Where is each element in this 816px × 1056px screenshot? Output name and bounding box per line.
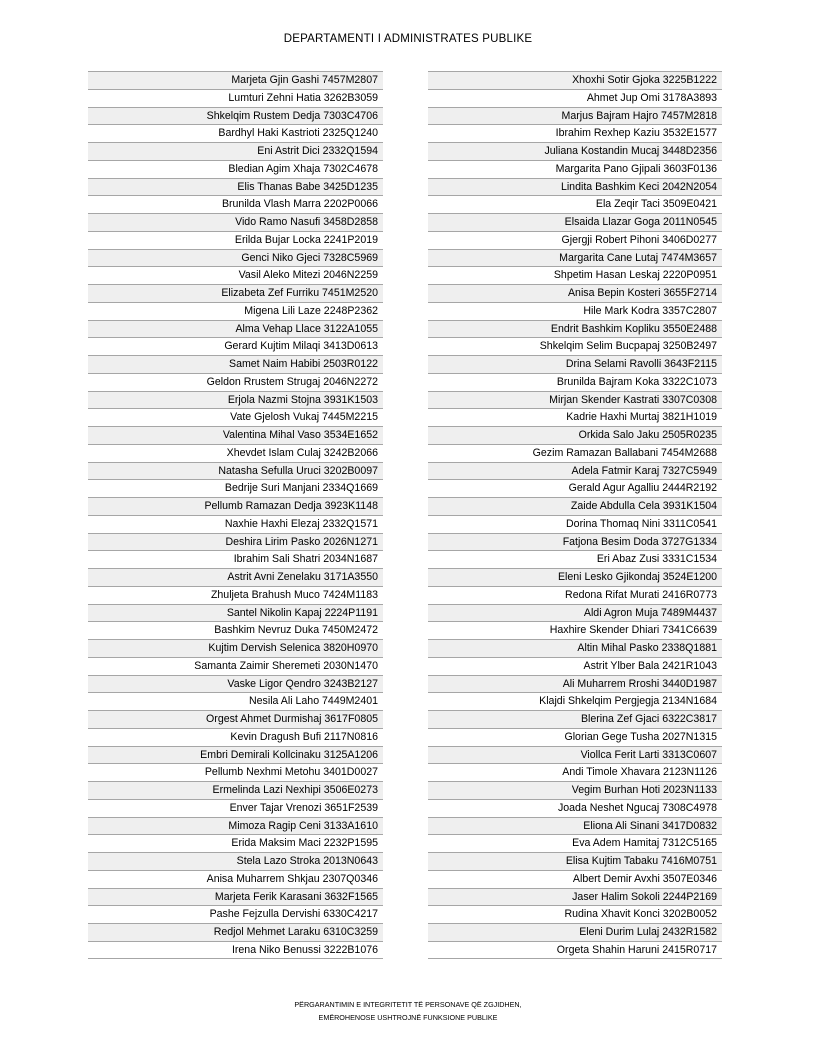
list-item: Hile Mark Kodra 3357C2807 bbox=[428, 302, 722, 320]
list-item: Eri Abaz Zusi 3331C1534 bbox=[428, 550, 722, 568]
footer-line-1: PËRGARANTIMIN E INTEGRITETIT TË PERSONAVE QË ZGJIDHEN, bbox=[294, 1000, 522, 1009]
list-item: Orgest Ahmet Durmishaj 3617F0805 bbox=[88, 710, 383, 728]
left-name-list bbox=[88, 71, 383, 959]
list-item: Albert Demir Avxhi 3507E0346 bbox=[428, 870, 722, 888]
list-item: Kevin Dragush Bufi 2117N0816 bbox=[88, 728, 383, 746]
list-item: Brunilda Bajram Koka 3322C1073 bbox=[428, 373, 722, 391]
list-item: Gerald Agur Agalliu 2444R2192 bbox=[428, 479, 722, 497]
list-item: Shpetim Hasan Leskaj 2220P0951 bbox=[428, 266, 722, 284]
list-item: Eleni Durim Lulaj 2432R1582 bbox=[428, 923, 722, 941]
list-item: Erjola Nazmi Stojna 3931K1503 bbox=[88, 391, 383, 409]
footer-line-2: EMËROHENOSE USHTROJNË FUNKSIONE PUBLIKE bbox=[318, 1012, 498, 1022]
list-item: Santel Nikolin Kapaj 2224P1191 bbox=[88, 604, 383, 622]
list-item: Astrit Ylber Bala 2421R1043 bbox=[428, 657, 722, 675]
list-item: Eleni Lesko Gjikondaj 3524E1200 bbox=[428, 568, 722, 586]
list-item: Brunilda Vlash Marra 2202P0066 bbox=[88, 195, 383, 213]
list-item: Pellumb Nexhmi Metohu 3401D0027 bbox=[88, 763, 383, 781]
list-item: Mimoza Ragip Ceni 3133A1610 bbox=[88, 817, 383, 835]
list-item: Bashkim Nevruz Duka 7450M2472 bbox=[88, 621, 383, 639]
list-item: Pellumb Ramazan Dedja 3923K1148 bbox=[88, 497, 383, 515]
list-item: Viollca Ferit Larti 3313C0607 bbox=[428, 746, 722, 764]
list-item: Ermelinda Lazi Nexhipi 3506E0273 bbox=[88, 781, 383, 799]
list-item: Redona Rifat Murati 2416R0773 bbox=[428, 586, 722, 604]
list-item: Vate Gjelosh Vukaj 7445M2215 bbox=[88, 408, 383, 426]
list-item: Natasha Sefulla Uruci 3202B0097 bbox=[88, 462, 383, 480]
right-name-list bbox=[428, 71, 722, 959]
list-item: Gezim Ramazan Ballabani 7454M2688 bbox=[428, 444, 722, 462]
list-item: Altin Mihal Pasko 2338Q1881 bbox=[428, 639, 722, 657]
list-item: Redjol Mehmet Laraku 6310C3259 bbox=[88, 923, 383, 941]
list-item: Genci Niko Gjeci 7328C5969 bbox=[88, 249, 383, 267]
list-item: Kadrie Haxhi Murtaj 3821H1019 bbox=[428, 408, 722, 426]
list-item: Drina Selami Ravolli 3643F2115 bbox=[428, 355, 722, 373]
list-item: Valentina Mihal Vaso 3534E1652 bbox=[88, 426, 383, 444]
list-item: Vegim Burhan Hoti 2023N1133 bbox=[428, 781, 722, 799]
list-item: Erilda Bujar Locka 2241P2019 bbox=[88, 231, 383, 249]
list-item: Eva Adem Hamitaj 7312C5165 bbox=[428, 834, 722, 852]
list-item: Klajdi Shkelqim Pergjegja 2134N1684 bbox=[428, 692, 722, 710]
page-title: DEPARTAMENTI I ADMINISTRATES PUBLIKE bbox=[283, 33, 533, 45]
list-item: Stela Lazo Stroka 2013N0643 bbox=[88, 852, 383, 870]
list-item: Margarita Cane Lutaj 7474M3657 bbox=[428, 249, 722, 267]
list-item: Blerina Zef Gjaci 6322C3817 bbox=[428, 710, 722, 728]
list-item: Naxhie Haxhi Elezaj 2332Q1571 bbox=[88, 515, 383, 533]
list-item: Vasil Aleko Mitezi 2046N2259 bbox=[88, 266, 383, 284]
footer bbox=[0, 999, 816, 1024]
list-item: Vaske Ligor Qendro 3243B2127 bbox=[88, 675, 383, 693]
list-item: Xhoxhi Sotir Gjoka 3225B1222 bbox=[428, 71, 722, 89]
list-item: Adela Fatmir Karaj 7327C5949 bbox=[428, 462, 722, 480]
list-item: Kujtim Dervish Selenica 3820H0970 bbox=[88, 639, 383, 657]
list-item: Vido Ramo Nasufi 3458D2858 bbox=[88, 213, 383, 231]
list-item: Geldon Rrustem Strugaj 2046N2272 bbox=[88, 373, 383, 391]
list-item: Shkelqim Rustem Dedja 7303C4706 bbox=[88, 107, 383, 125]
list-item: Lindita Bashkim Keci 2042N2054 bbox=[428, 178, 722, 196]
list-item: Andi Timole Xhavara 2123N1126 bbox=[428, 763, 722, 781]
list-item: Anisa Bepin Kosteri 3655F2714 bbox=[428, 284, 722, 302]
list-item: Gjergji Robert Pihoni 3406D0277 bbox=[428, 231, 722, 249]
list-item: Ahmet Jup Omi 3178A3893 bbox=[428, 89, 722, 107]
list-item: Astrit Avni Zenelaku 3171A3550 bbox=[88, 568, 383, 586]
list-item: Gerard Kujtim Milaqi 3413D0613 bbox=[88, 337, 383, 355]
list-item: Nesila Ali Laho 7449M2401 bbox=[88, 692, 383, 710]
list-item: Eliona Ali Sinani 3417D0832 bbox=[428, 817, 722, 835]
list-item: Embri Demirali Kollcinaku 3125A1206 bbox=[88, 746, 383, 764]
list-item: Enver Tajar Vrenozi 3651F2539 bbox=[88, 799, 383, 817]
list-item: Ibrahim Rexhep Kaziu 3532E1577 bbox=[428, 124, 722, 142]
list-item: Ela Zeqir Taci 3509E0421 bbox=[428, 195, 722, 213]
list-item: Mirjan Skender Kastrati 3307C0308 bbox=[428, 391, 722, 409]
list-item: Rudina Xhavit Konci 3202B0052 bbox=[428, 905, 722, 923]
list-item: Bedrije Suri Manjani 2334Q1669 bbox=[88, 479, 383, 497]
list-item: Alma Vehap Llace 3122A1055 bbox=[88, 320, 383, 338]
list-item: Samet Naim Habibi 2503R0122 bbox=[88, 355, 383, 373]
list-item: Migena Lili Laze 2248P2362 bbox=[88, 302, 383, 320]
list-item: Fatjona Besim Doda 3727G1334 bbox=[428, 533, 722, 551]
list-item: Haxhire Skender Dhiari 7341C6639 bbox=[428, 621, 722, 639]
list-item: Juliana Kostandin Mucaj 3448D2356 bbox=[428, 142, 722, 160]
list-item: Ali Muharrem Rroshi 3440D1987 bbox=[428, 675, 722, 693]
list-item: Dorina Thomaq Nini 3311C0541 bbox=[428, 515, 722, 533]
list-item: Marjus Bajram Hajro 7457M2818 bbox=[428, 107, 722, 125]
list-item: Xhevdet Islam Culaj 3242B2066 bbox=[88, 444, 383, 462]
list-item: Marjeta Ferik Karasani 3632F1565 bbox=[88, 888, 383, 906]
list-item: Margarita Pano Gjipali 3603F0136 bbox=[428, 160, 722, 178]
list-item: Samanta Zaimir Sheremeti 2030N1470 bbox=[88, 657, 383, 675]
list-item: Elis Thanas Babe 3425D1235 bbox=[88, 178, 383, 196]
list-item: Marjeta Gjin Gashi 7457M2807 bbox=[88, 71, 383, 89]
list-item: Ibrahim Sali Shatri 2034N1687 bbox=[88, 550, 383, 568]
list-item: Endrit Bashkim Kopliku 3550E2488 bbox=[428, 320, 722, 338]
list-item: Glorian Gege Tusha 2027N1315 bbox=[428, 728, 722, 746]
list-item: Elizabeta Zef Furriku 7451M2520 bbox=[88, 284, 383, 302]
list-item: Deshira Lirim Pasko 2026N1271 bbox=[88, 533, 383, 551]
list-item: Orgeta Shahin Haruni 2415R0717 bbox=[428, 941, 722, 959]
list-item: Lumturi Zehni Hatia 3262B3059 bbox=[88, 89, 383, 107]
list-item: Elsaida Llazar Goga 2011N0545 bbox=[428, 213, 722, 231]
list-item: Eni Astrit Dici 2332Q1594 bbox=[88, 142, 383, 160]
list-item: Orkida Salo Jaku 2505R0235 bbox=[428, 426, 722, 444]
list-item: Irena Niko Benussi 3222B1076 bbox=[88, 941, 383, 959]
list-item: Jaser Halim Sokoli 2244P2169 bbox=[428, 888, 722, 906]
list-item: Zhuljeta Brahush Muco 7424M1183 bbox=[88, 586, 383, 604]
list-item: Pashe Fejzulla Dervishi 6330C4217 bbox=[88, 905, 383, 923]
list-item: Elisa Kujtim Tabaku 7416M0751 bbox=[428, 852, 722, 870]
list-item: Bardhyl Haki Kastrioti 2325Q1240 bbox=[88, 124, 383, 142]
list-item: Shkelqim Selim Bucpapaj 3250B2497 bbox=[428, 337, 722, 355]
list-item: Zaide Abdulla Cela 3931K1504 bbox=[428, 497, 722, 515]
list-item: Bledian Agim Xhaja 7302C4678 bbox=[88, 160, 383, 178]
list-item: Aldi Agron Muja 7489M4437 bbox=[428, 604, 722, 622]
list-item: Erida Maksim Maci 2232P1595 bbox=[88, 834, 383, 852]
list-item: Anisa Muharrem Shkjau 2307Q0346 bbox=[88, 870, 383, 888]
list-item: Joada Neshet Ngucaj 7308C4978 bbox=[428, 799, 722, 817]
